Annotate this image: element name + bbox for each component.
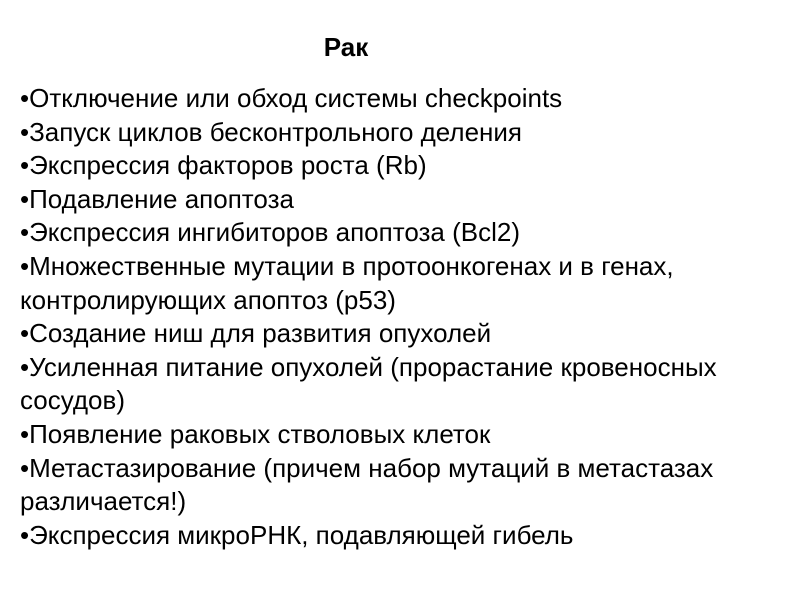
- bullet-item-growth-factors: •Экспрессия факторов роста (Rb): [20, 150, 427, 181]
- bullet-item-checkpoints: •Отключение или обход системы checkpoints: [20, 83, 563, 113]
- bullet-list: [20, 82, 740, 552]
- bullet-item-tumor-niches: •Создание ниш для развития опухолей: [20, 318, 492, 349]
- bullet-item-apoptosis-inhibitors: •Экспрессия ингибиторов апоптоза (Bcl2): [20, 217, 520, 248]
- bullet-item-apoptosis-suppression: •Подавление апоптоза: [20, 183, 294, 214]
- slide-title: Рак: [323, 32, 369, 62]
- bullet-item-microrna: •Экспрессия микроРНК, подавляющей гибель: [20, 519, 574, 550]
- bullet-item-uncontrolled-division: •Запуск циклов бесконтрольного деления: [20, 116, 522, 147]
- bullet-item-tumor-nutrition: •Усиленная питание опухолей (прорастание кровеносных сосудов): [20, 351, 717, 416]
- bullet-item-metastasis: •Метастазирование (причем набор мутаций в метастазах различается!): [20, 452, 714, 517]
- bullet-item-multiple-mutations: •Множественные мутации в протоонкогенах и в генах, контролирующих апоптоз (p53): [20, 250, 674, 315]
- bullet-item-cancer-stem-cells: •Появление раковых стволовых клеток: [20, 418, 491, 449]
